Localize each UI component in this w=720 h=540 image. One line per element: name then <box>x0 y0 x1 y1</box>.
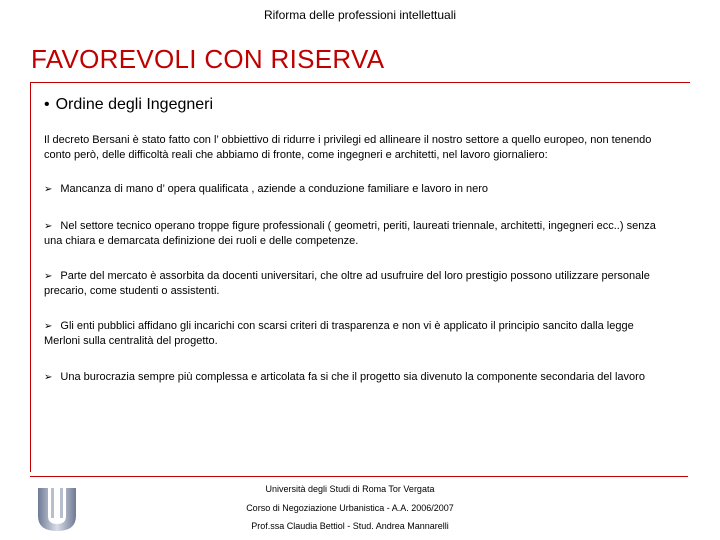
arrow-bullet-icon: ➢ <box>44 184 53 195</box>
slide-title: FAVOREVOLI CON RISERVA <box>31 44 385 74</box>
footer-course: Corso di Negoziazione Urbanistica - A.A. 2006/2007 <box>246 503 454 513</box>
university-logo-icon <box>36 486 78 532</box>
arrow-bullet-icon: ➢ <box>44 321 53 332</box>
bullet-dot: • <box>44 96 50 113</box>
presentation-header: Riforma delle professioni intellettuali <box>263 8 457 22</box>
intro-paragraph: Il decreto Bersani è stato fatto con l’ obbiettivo di ridurre i privilegi ed allineare il nostro settore a quello europeo, non tenendo conto però, delle difficoltà reali che abbiamo di fronte, come ingegneri e architetti, nel lavoro giornaliero: <box>44 134 652 161</box>
title-divider <box>30 82 690 83</box>
list-item-text: Mancanza di mano d’ opera qualificata , aziende a conduzione familiare e lavoro in nero <box>60 183 489 195</box>
footer-university: Università degli Studi di Roma Tor Vergata <box>265 484 435 494</box>
footer-divider <box>30 476 688 477</box>
list-item-text: Gli enti pubblici affidano gli incarichi con scarsi criteri di trasparenza e non vi è applicato il principio sancito dalla legge Merloni sulla centralità del progetto. <box>44 320 634 347</box>
list-item <box>44 182 668 197</box>
list-item <box>44 370 668 385</box>
arrow-bullet-icon: ➢ <box>44 271 53 282</box>
section-heading-text: Ordine degli Ingegneri <box>55 96 214 113</box>
list-item <box>44 219 668 249</box>
list-item-text: Una burocrazia sempre più complessa e articolata fa si che il progetto sia divenuto la componente secondaria del lavoro <box>60 371 645 383</box>
list-item-text: Nel settore tecnico operano troppe figure professionali ( geometri, periti, laureati triennale, architetti, ingegneri ecc..) senza una chiara e demarcata definizione dei ruoli e delle competenze. <box>44 220 656 247</box>
left-divider <box>30 82 31 472</box>
arrow-bullet-icon: ➢ <box>44 372 53 383</box>
section-heading <box>44 96 213 114</box>
list-item <box>44 319 668 349</box>
list-item <box>44 269 668 299</box>
list-item-text: Parte del mercato è assorbita da docenti universitari, che oltre ad usufruire del loro prestigio possono utilizzare personale precario, come studenti o assistenti. <box>44 270 650 297</box>
footer-authors: Prof.ssa Claudia Bettiol - Stud. Andrea Mannarelli <box>251 521 449 531</box>
arrow-bullet-icon: ➢ <box>44 221 53 232</box>
